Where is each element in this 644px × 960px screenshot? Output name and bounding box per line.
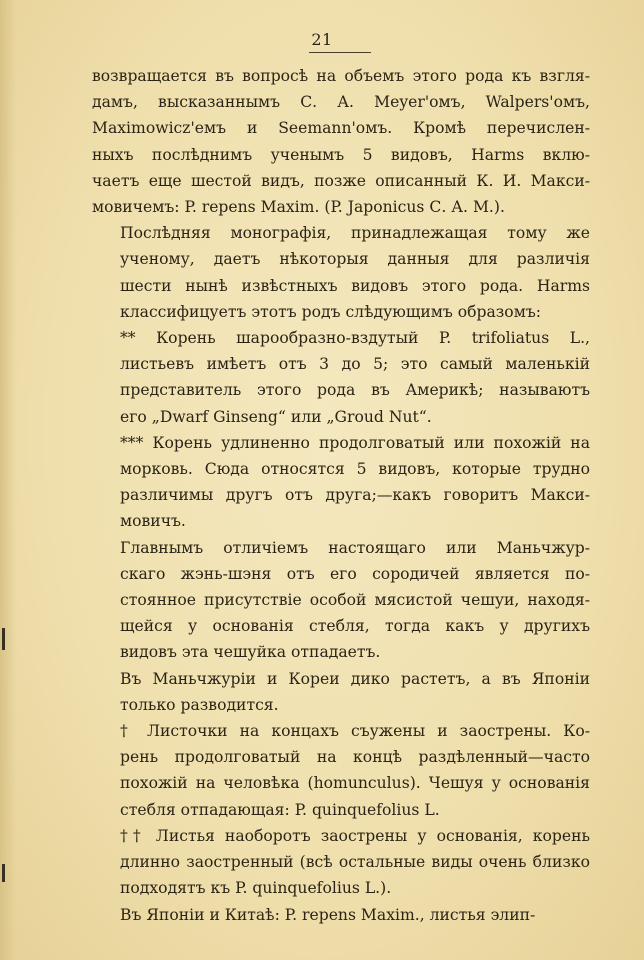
text-line: Maximowicz'емъ и Seemann'омъ. Кромѣ перечислен- bbox=[92, 119, 590, 138]
text-line: шести нынѣ извѣстныхъ видовъ этого рода. Harms bbox=[120, 276, 590, 295]
text-line: чаетъ еще шестой видъ, позже описанный К. И. Макси- bbox=[92, 171, 590, 190]
text-line: *** Корень удлиненно продолговатый или похожій на bbox=[120, 433, 590, 452]
text-line: Въ Маньчжуріи и Кореи дико растетъ, а въ Японіи bbox=[120, 669, 590, 688]
text-line: классифицуетъ этотъ родъ слѣдующимъ образомъ: bbox=[120, 302, 541, 321]
text-line: Главнымъ отличіемъ настоящаго или Маньчжур- bbox=[120, 538, 590, 557]
text-line: дамъ, высказаннымъ С. А. Meyer'омъ, Walpers'омъ, bbox=[92, 93, 590, 112]
text-line: скаго жэнь-шэня отъ его сородичей является по- bbox=[120, 564, 590, 583]
text-line: † Листочки на концахъ съужены и заострены. Ко- bbox=[120, 722, 590, 741]
paragraph bbox=[92, 718, 590, 823]
text-line: похожій на человѣка (homunculus). Чешуя у основанія bbox=[120, 774, 590, 793]
text-line: морковь. Сюда относятся 5 видовъ, которые трудно bbox=[120, 460, 590, 479]
text-line: ныхъ послѣднимъ ученымъ 5 видовъ, Harms вклю- bbox=[92, 145, 590, 164]
paragraph bbox=[92, 666, 590, 718]
paragraph bbox=[92, 535, 590, 666]
text-line: рень продолговатый на концѣ раздѣленный—часто bbox=[120, 748, 590, 767]
text-line: ** Корень шарообразно-вздутый P. trifoliatus L., bbox=[120, 329, 590, 348]
text-line: листьевъ имѣетъ отъ 3 до 5; это самый маленькій bbox=[120, 355, 590, 374]
text-line: мовичемъ: P. repens Maxim. (P. Japonicus С. А. М.). bbox=[92, 198, 505, 217]
text-line: длинно заостренный (всѣ остальные виды очень близко bbox=[120, 853, 590, 872]
page-edge-mark bbox=[2, 628, 5, 650]
paragraph bbox=[92, 902, 590, 928]
header-rule bbox=[309, 52, 371, 53]
text-line: щейся у основанія стебля, тогда какъ у другихъ bbox=[120, 617, 590, 636]
paragraph bbox=[92, 823, 590, 902]
text-line: различимы другъ отъ друга;—какъ говоритъ Макси- bbox=[120, 486, 590, 505]
text-line: подходятъ къ P. quinquefolius L.). bbox=[120, 879, 392, 898]
text-line: мовичъ. bbox=[120, 512, 186, 531]
text-line: возвращается въ вопросѣ на объемъ этого рода къ взгля- bbox=[92, 67, 590, 85]
paragraph bbox=[92, 220, 590, 325]
text-line: только разводится. bbox=[120, 695, 279, 714]
text-line: стоянное присутствіе особой мясистой чешуи, находя- bbox=[120, 591, 590, 610]
body-text bbox=[92, 63, 590, 928]
page-number: 21 bbox=[311, 30, 333, 49]
text-line: его „Dwarf Ginseng“ или „Groud Nut“. bbox=[120, 407, 432, 426]
text-line: Послѣдняя монографія, принадлежащая тому же bbox=[120, 224, 590, 243]
paragraph bbox=[92, 63, 590, 220]
paragraph bbox=[92, 325, 590, 430]
page-edge-mark bbox=[2, 864, 5, 882]
text-line: представитель этого рода въ Америкѣ; называютъ bbox=[120, 381, 590, 400]
paragraph bbox=[92, 430, 590, 535]
text-line: ученому, даетъ нѣкоторыя данныя для различія bbox=[120, 250, 590, 269]
text-line: †† Листья наоборотъ заострены у основанія, корень bbox=[120, 826, 590, 845]
text-line: Въ Японіи и Китаѣ: P. repens Maxim., листья элип- bbox=[120, 905, 536, 924]
text-line: видовъ эта чешуйка отпадаетъ. bbox=[120, 643, 381, 662]
text-line: стебля отпадающая: P. quinquefolius L. bbox=[120, 800, 440, 819]
